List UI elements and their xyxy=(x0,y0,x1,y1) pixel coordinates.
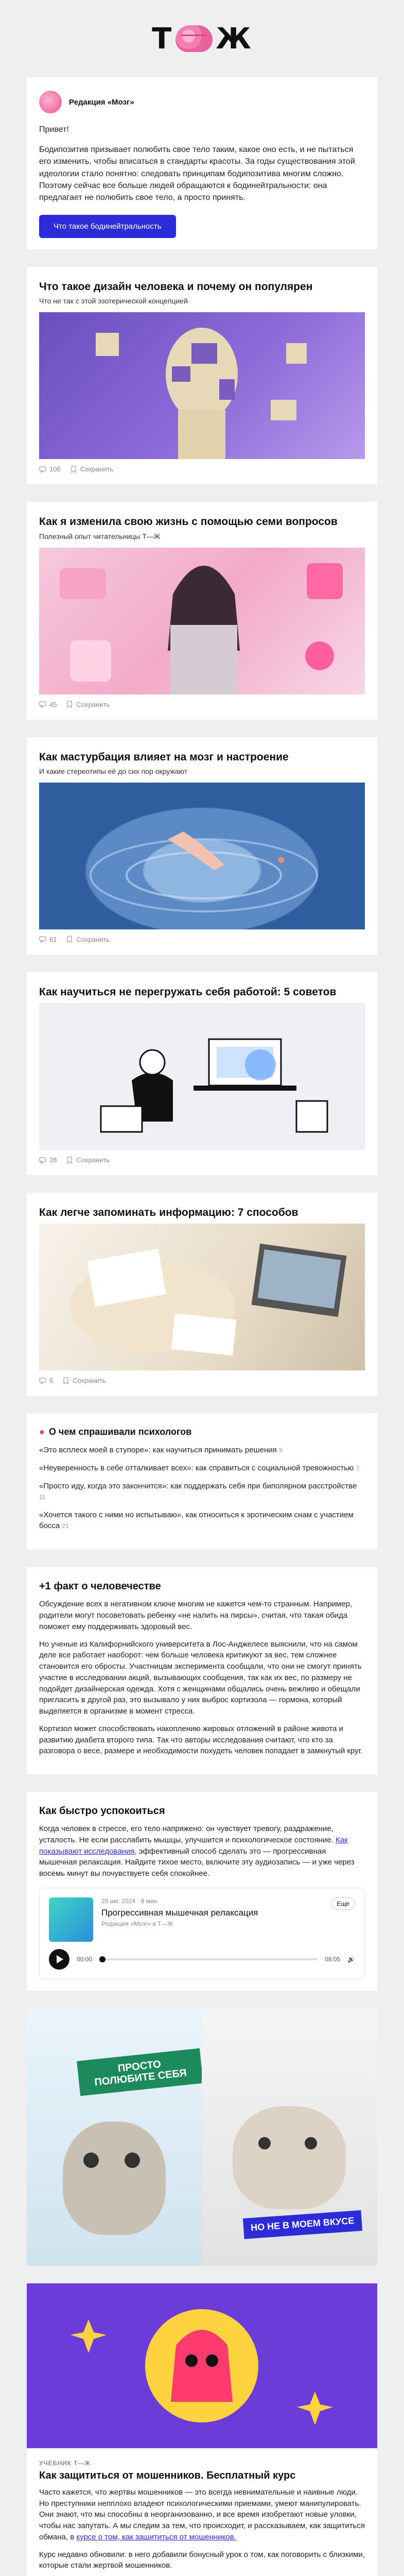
question-item[interactable]: «Хочется такого с ними но испытываю», как относиться к эротическим снам с участием босса 21 xyxy=(39,1511,354,1531)
episode-duration: 8 мин xyxy=(140,1897,157,1905)
comments-count[interactable]: 6 xyxy=(39,1377,53,1384)
more-button[interactable]: Еще xyxy=(331,1897,355,1910)
course-image[interactable] xyxy=(27,2283,377,2448)
save-button[interactable]: Сохранить xyxy=(70,465,114,473)
article-card[interactable] xyxy=(27,502,377,719)
course-title[interactable]: Как защититься от мошенников. Бесплатный курс xyxy=(39,2469,296,2481)
calm-title: Как быстро успокоиться xyxy=(39,1805,165,1817)
episode-name[interactable]: Прогрессивная мышечная релаксация xyxy=(101,1907,258,1918)
article-title[interactable]: Как мастурбация влияет на мозг и настроение xyxy=(39,751,289,763)
pin-icon: ● xyxy=(39,1427,45,1437)
promo-banner[interactable] xyxy=(27,2008,377,2266)
article-title[interactable]: Как научиться не перегружать себя работой: 5 советов xyxy=(39,986,337,998)
current-time: 00:00 xyxy=(77,1955,93,1963)
brain-icon xyxy=(175,25,213,52)
episode-author: Редакция «Мозг» в Т—Ж xyxy=(101,1920,173,1927)
logo-letter-t: Т xyxy=(152,22,173,56)
volume-icon[interactable]: 🔊 xyxy=(347,1955,355,1963)
fact-paragraph: Но ученые из Калифорнийского университета в Лос-Анджелесе выяснили, что на самом деле все работает наоборот: чем больше человека критикуют за вес, тем сложнее становится его обросты. Участницам эксперимента сообщали, что они не смогут принять участие в исследовании акций, вызывающих сообщения, так как их вес, по размеру не подойдет дизайнерская одежда. Хотя с женщинами общались очень вежливо и обещали пригласить в другой раз, это вызывало у них выброс кортизола — гормона, который выделяется в организме в момент стресса. xyxy=(39,1639,362,1716)
comments-count[interactable]: 108 xyxy=(39,465,61,473)
comments-count[interactable]: 61 xyxy=(39,936,57,943)
audio-player: 28 авг. 2024 · 8 мин Прогрессивная мышечная релаксация Редакция «Мозг» в Т—Ж Еще 00:00 08:05 🔊 xyxy=(39,1888,365,1979)
intro-paragraph: Бодипозитив призывает полюбить свое тело таким, какое оно есть, и не пытаться его изменить, чтобы вписаться в стандарты красоты. За годы существования этой идеологии стало понятно: следовать принципам бодипозитива многим сложно. Поэтому сейчас все больше людей обращаются к бодинейтральности: она предлагает не полюбить свое тело, а просто принять. xyxy=(39,145,355,202)
article-card[interactable] xyxy=(27,737,377,955)
promo-text-right: НО НЕ В МОЕМ ВКУСЕ xyxy=(243,2210,362,2239)
tzh-logo[interactable] xyxy=(0,0,404,77)
episode-date: 28 авг. 2024 xyxy=(101,1897,136,1905)
logo-letter-zh: Ж xyxy=(216,22,252,56)
progress-slider[interactable] xyxy=(99,1958,318,1960)
podcast-cover xyxy=(49,1897,93,1942)
promo-image-right xyxy=(202,2008,377,2266)
promo-image-left xyxy=(27,2008,202,2266)
article-title[interactable]: Что такое дизайн человека и почему он популярен xyxy=(39,281,313,293)
article-image[interactable] xyxy=(39,1003,365,1150)
article-image[interactable] xyxy=(39,312,365,459)
author-name: Редакция «Мозг» xyxy=(69,97,134,107)
course-card xyxy=(27,2283,377,2576)
article-subtitle: И какие стереотипы её до сих пор окружают xyxy=(39,767,188,775)
course-link[interactable]: курсе о том, как защититься от мошенников. xyxy=(76,2532,236,2541)
questions-title: О чем спрашивали психологов xyxy=(48,1427,192,1437)
course-paragraph: Курс недавно обновили: в него добавили бонусный урок о том, как поговорить с близкими, которые стали жертвой мошенников. xyxy=(39,2550,365,2570)
article-card[interactable] xyxy=(27,1193,377,1396)
calm-card xyxy=(27,1792,377,1991)
total-time: 08:05 xyxy=(325,1955,341,1963)
article-card[interactable] xyxy=(27,972,377,1175)
promo-text-left: ПРОСТО ПОЛЮБИТЕ СЕБЯ xyxy=(77,2048,203,2096)
course-paragraph: Часто кажется, что жертвы мошенников — это всегда невнимательные и наивные люди. Но преступники непплохо владеют психологическими приемами, умеют манипулировать. Они знают, что мы способны в неорганизованно, и все время изобретают новые уловки, чтобы нас запутать. А мы следим за тем, что происходит, и рассказываем, как защититься обмана, в курсе о том, как защититься от мошенников. xyxy=(39,2487,365,2541)
question-item[interactable]: «Просто иду, когда это закончится»: как поддержать себя при биполярном расстройстве 11 xyxy=(39,1482,357,1501)
fact-paragraph: Обсуждение всех в негативном ключе многим не кажется чем-то странным. Например, родители могут посоветовать ребенку «не налить на пирсы», считая, что такая обида поможет ему поддерживать здоровый вес. xyxy=(39,1600,353,1631)
save-button[interactable]: Сохранить xyxy=(66,1156,110,1164)
fact-card xyxy=(27,1567,377,1774)
avatar xyxy=(39,91,62,113)
save-button[interactable]: Сохранить xyxy=(66,936,110,943)
article-title[interactable]: Как легче запоминать информацию: 7 способов xyxy=(39,1207,298,1219)
question-item[interactable]: «Это всплеск моей в ступоре»: как научиться принимать решения 9 xyxy=(39,1446,283,1455)
play-button[interactable] xyxy=(49,1949,69,1970)
intro-card xyxy=(27,77,377,249)
questions-card xyxy=(27,1413,377,1550)
comments-count[interactable]: 45 xyxy=(39,701,57,708)
fact-paragraph: Кортизол может способствовать накоплению жировых отложений в районе живота и развитию диабета второго типа. Так что авторы исследования считают, что кто за разговора о весе, размере и необходимости похудеть человек попадает в замкнутый круг. xyxy=(39,1724,363,1756)
bodyneutrality-button[interactable]: Что такое бодинейтральность xyxy=(39,215,176,238)
calm-paragraph: Когда человек в стрессе, его тело напряжено: он чувствует тревогу, раздражение, усталость. Не если расслабить мышцы, улучшится и психологическое состояние. Как показывают исследования, эффективный способ сделать это — прогрессивная мышечная релаксация. Найдите тихое место, включите эту аудиозапись — и уже через восемь минут вы почувствуете себя спокойнее. xyxy=(39,1824,355,1878)
article-image[interactable] xyxy=(39,783,365,929)
article-subtitle: Что не так с этой эзотерической концепцией xyxy=(39,297,188,306)
greeting: Привет! xyxy=(39,125,69,134)
article-subtitle: Полезный опыт читательницы Т—Ж xyxy=(39,532,161,540)
question-item[interactable]: «Неуверенность в себе отталкивает всех»: как справиться с социальной тревожностью 7 xyxy=(39,1464,360,1473)
article-image[interactable] xyxy=(39,548,365,694)
comments-count[interactable]: 28 xyxy=(39,1156,57,1164)
article-image[interactable] xyxy=(39,1224,365,1370)
article-title[interactable]: Как я изменила свою жизнь с помощью семи вопросов xyxy=(39,516,338,528)
fact-title: +1 факт о человечестве xyxy=(39,1581,161,1592)
course-tag: УЧЕБНИК Т—Ж xyxy=(39,2459,91,2467)
save-button[interactable]: Сохранить xyxy=(66,701,110,708)
save-button[interactable]: Сохранить xyxy=(62,1377,106,1384)
research-link[interactable]: Как показывают исследования, xyxy=(39,1835,348,1856)
article-card[interactable] xyxy=(27,267,377,484)
